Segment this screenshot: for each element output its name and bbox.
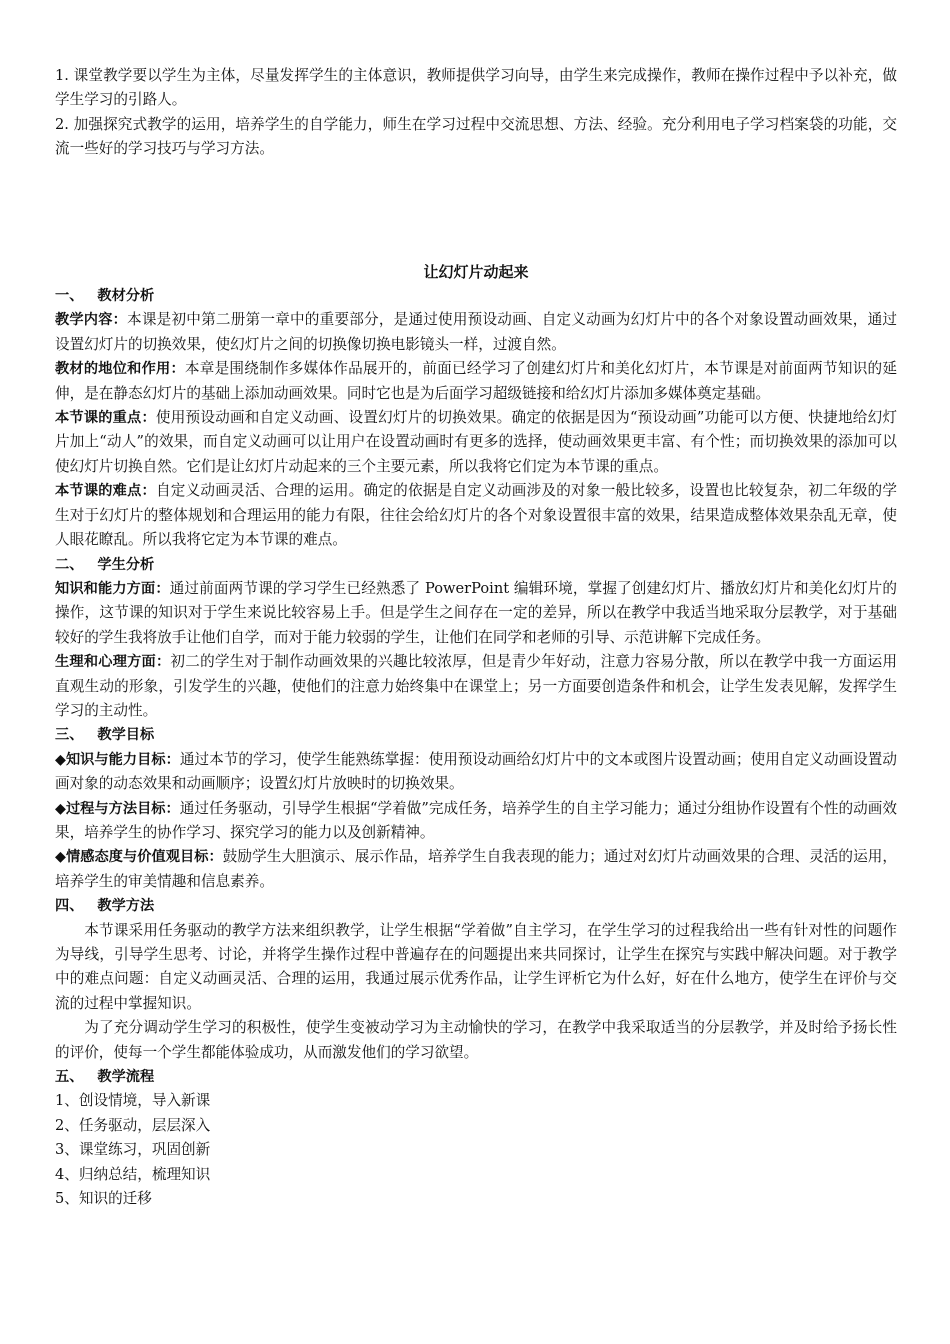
section-heading-5: [55, 1065, 897, 1089]
goal-label: ◆过程与方法目标：: [55, 800, 180, 817]
document-page: [55, 64, 897, 1211]
paragraph-text: 使用预设动画和自定义动画、设置幻灯片的切换效果。确定的依据是因为“预设动画”功能可以方便、快捷地给幻灯片加上“动人”的效果，而自定义动画可以让用户在设置动画时有更多的选择，使动画效果更丰富、有个性；而切换效果的添加可以使幻灯片切换自然。它们是让幻灯片动起来的三个主要元素，所以我将它们定为本节课的重点。: [55, 409, 897, 475]
section-title: 教学流程: [97, 1069, 155, 1086]
paragraph-label: 教材的地位和作用：: [55, 361, 185, 378]
list-item: 4、归纳总结，梳理知识: [55, 1165, 211, 1183]
list-item: 3、课堂练习，巩固创新: [55, 1141, 211, 1159]
goal-label: ◆知识与能力目标：: [55, 751, 180, 768]
method-paragraph-1: 本节课采用任务驱动的教学方法来组织教学，让学生根据“学着做”自主学习，在学生学习的过程我给出一些有针对性的问题作为导线，引导学生思考、讨论，并将学生操作过程中普遍存在的问题提出来共同探讨，让学生在探究与实践中解决问题。对于教学中的难点问题：自定义动画灵活、合理的运用，我通过展示优秀作品，让学生评析它为什么好，好在什么地方，使学生在评价与交流的过程中掌握知识。: [55, 921, 897, 1012]
paragraph-label: 教学内容：: [55, 312, 128, 329]
goal-text: 通过任务驱动，引导学生根据“学着做”完成任务，培养学生的自主学习能力；通过分组协作设置有个性的动画效果，培养学生的协作学习、探究学习的能力以及创新精神。: [55, 799, 897, 841]
goal-paragraph: [55, 748, 897, 797]
method-paragraph-2: 为了充分调动学生学习的积极性，使学生变被动学习为主动愉快的学习，在教学中我采取适当的分层教学，并及时给予扬长性的评价，使每一个学生都能体验成功，从而激发他们的学习欲望。: [55, 1019, 897, 1061]
section-number: 四、: [55, 898, 84, 915]
list-item: 1、创设情境，导入新课: [55, 1092, 211, 1110]
intro-paragraph-2: 2. 加强探究式教学的运用，培养学生的自学能力，师生在学习过程中交流思想、方法、经验。充分利用电子学习档案袋的功能，交流一些好的学习技巧与学习方法。: [55, 115, 897, 158]
paragraph-label: 本节课的难点：: [55, 483, 156, 500]
section-title: 教材分析: [97, 288, 155, 305]
section-title: 教学方法: [97, 898, 155, 915]
goal-paragraph: [55, 797, 897, 846]
section-heading-3: [55, 723, 897, 747]
section-number: 二、: [55, 556, 84, 573]
paragraph-label: 知识和能力方面：: [55, 580, 170, 597]
goal-paragraph: [55, 845, 897, 894]
document-title: 让幻灯片动起来: [423, 262, 529, 281]
section-number: 一、: [55, 288, 84, 305]
paragraph-text: 本课是初中第二册第一章中的重要部分，是通过使用预设动画、自定义动画为幻灯片中的各个对象设置动画效果，通过设置幻灯片的切换效果，使幻灯片之间的切换像切换电影镜头一样，过渡自然。: [55, 311, 897, 353]
paragraph-text: 本章是围绕制作多媒体作品展开的，前面已经学习了创建幻灯片和美化幻灯片，本节课是对前面两节知识的延伸，是在静态幻灯片的基础上添加动画效果。同时它也是为后面学习超级链接和给幻灯片添加多媒体奠定基础。: [55, 360, 897, 402]
list-item: 5、知识的迁移: [55, 1190, 152, 1208]
section-title: 学生分析: [97, 556, 155, 573]
goal-text: 通过本节的学习，使学生能熟练掌握：使用预设动画给幻灯片中的文本或图片设置动画；使用自定义动画设置动画对象的动态效果和动画顺序；设置幻灯片放映时的切换效果。: [55, 750, 897, 793]
spacer: [55, 162, 897, 260]
intro-paragraph-1: 1. 课堂教学要以学生为主体，尽量发挥学生的主体意识，教师提供学习向导，由学生来完成操作，教师在操作过程中予以补充，做学生学习的引路人。: [55, 67, 897, 109]
paragraph: [55, 650, 897, 723]
section-number: 五、: [55, 1069, 84, 1086]
section-heading-4: [55, 894, 897, 918]
paragraph: [55, 357, 897, 406]
paragraph-label: 生理和心理方面：: [55, 654, 171, 671]
paragraph-text: 通过前面两节课的学习学生已经熟悉了 PowerPoint 编辑环境，掌握了创建幻灯片、播放幻灯片和美化幻灯片的操作，这节课的知识对于学生来说比较容易上手。但是学生之间存在一定的差异，所以在教学中我适当地采取分层教学，对于基础较好的学生我将放手让他们自学，而对于能力较弱的学生，让他们在同学和老师的引导、示范讲解下完成任务。: [55, 579, 897, 646]
goal-label: ◆情感态度与价值观目标：: [55, 849, 223, 866]
section-number: 三、: [55, 727, 84, 744]
paragraph: [55, 308, 897, 357]
paragraph: [55, 406, 897, 479]
goal-text: 鼓励学生大胆演示、展示作品，培养学生自我表现的能力；通过对幻灯片动画效果的合理、灵活的运用，培养学生的审美情趣和信息素养。: [55, 848, 897, 890]
paragraph: [55, 577, 897, 650]
section-title: 教学目标: [97, 727, 155, 744]
paragraph: [55, 479, 897, 552]
list-item: 2、任务驱动，层层深入: [55, 1116, 211, 1134]
section-heading-1: [55, 284, 897, 308]
paragraph-text: 自定义动画灵活、合理的运用。确定的依据是自定义动画涉及的对象一般比较多，设置也比较复杂，初二年级的学生对于幻灯片的整体规划和合理运用的能力有限，往往会给幻灯片的各个对象设置很丰富的效果，结果造成整体效果杂乱无章，使人眼花瞭乱。所以我将它定为本节课的难点。: [55, 482, 897, 549]
section-heading-2: [55, 553, 897, 577]
paragraph-text: 初二的学生对于制作动画效果的兴趣比较浓厚，但是青少年好动，注意力容易分散，所以在教学中我一方面运用直观生动的形象，引发学生的兴趣，使他们的注意力始终集中在课堂上；另一方面要创造条件和机会，让学生发表见解，发挥学生学习的主动性。: [55, 653, 897, 719]
paragraph-label: 本节课的重点：: [55, 410, 156, 427]
